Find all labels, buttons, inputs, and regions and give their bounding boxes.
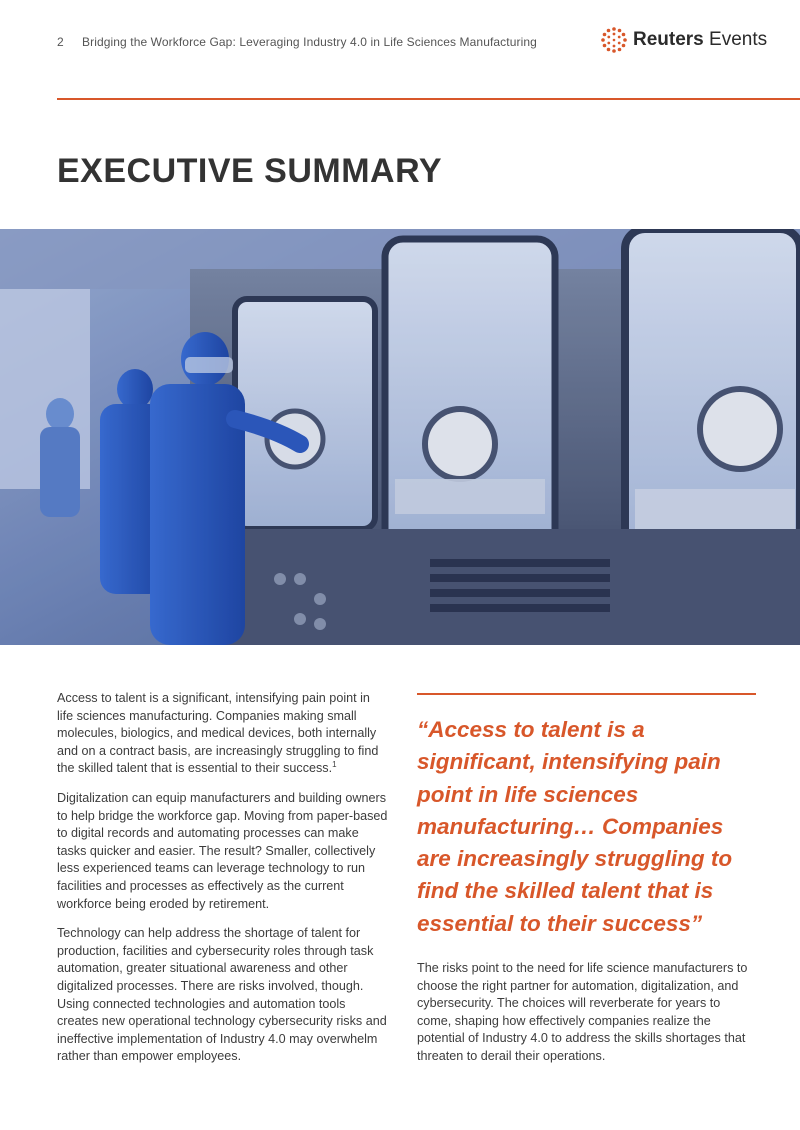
quote-divider <box>417 693 756 695</box>
hero-image <box>0 229 800 645</box>
header-divider <box>57 98 800 100</box>
paragraph: Digitalization can equip manufacturers and building owners to help bridge the workforce gap. Moving from paper-based to digital records and automating processes can make tasks quicker and easier. The result? Smaller, collectively less experienced teams can leverage technology to run facilities and processes as effectively as the current workforce being eroded by retirement. <box>57 790 388 911</box>
page-title: EXECUTIVE SUMMARY <box>57 152 443 190</box>
reuters-events-logo <box>600 26 767 54</box>
body-right-column <box>417 960 757 1066</box>
paragraph: Access to talent is a significant, intensifying pain point in life sciences manufacturing. Companies making small molecules, biologics, and medical devices, both internally and on a contract basis, are increasingly struggling to find the skilled talent that is essential to their success.$^1$ <box>57 691 379 776</box>
pull-quote: “Access to talent is a significant, intensifying pain point in life sciences manufacturing… Companies are increasingly struggling to find the skilled talent that is essential to their success” <box>417 717 733 936</box>
page-header <box>0 0 800 100</box>
paragraph: The risks point to the need for life science manufacturers to choose the right partner for automation, digitalization, and cybersecurity. The choices will reverberate for years to come, shaping how effectively companies realize the potential of Industry 4.0 to address the skills shortages that threaten to derail their operations. <box>417 961 748 1063</box>
reuters-dot-ring-icon <box>600 26 628 54</box>
running-title: Bridging the Workforce Gap: Leveraging Industry 4.0 in Life Sciences Manufacturing <box>82 35 537 49</box>
logo-wordmark: Reuters Events <box>633 29 768 50</box>
page-number: 2 <box>57 35 64 49</box>
footnote-ref[interactable]: 1 <box>332 760 337 770</box>
cleanroom-photo <box>0 229 800 645</box>
body-left-column <box>57 690 389 1078</box>
paragraph: Technology can help address the shortage of talent for production, facilities and cybersecurity roles through task automation, greater situational awareness and other digitalized processes. There are risks involved, though. Using connected technologies and automation tools creates new operational technology cybersecurity risks and ineffective implementation of Industry 4.0 may overwhelm rather than empower employees. <box>57 926 387 1064</box>
